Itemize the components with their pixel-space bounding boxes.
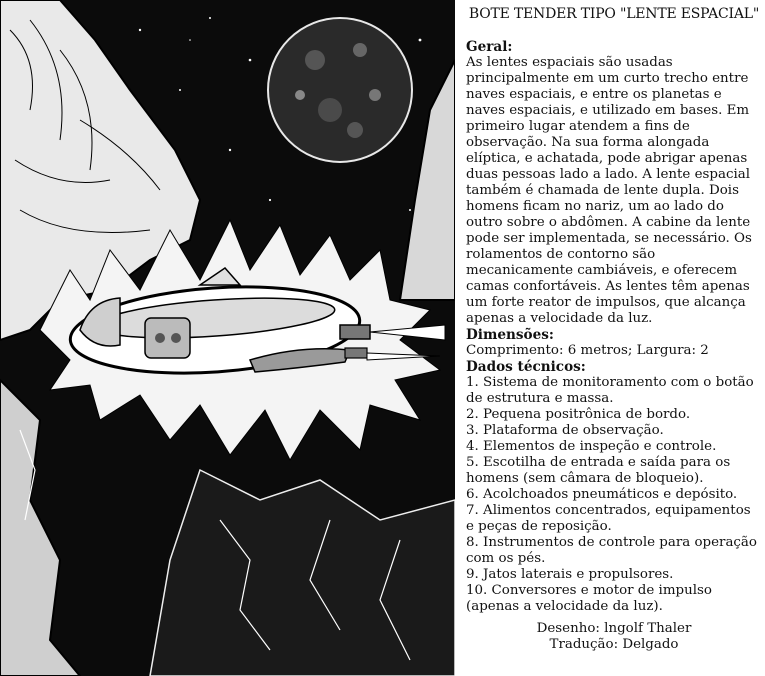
moon-planet <box>268 18 412 162</box>
list-item: 3. Plataforma de observação. <box>466 423 664 438</box>
drawing-credit: Desenho: lngolf Thaler <box>536 621 692 636</box>
list-item: 2. Pequena positrônica de bordo. <box>466 407 691 422</box>
list-item: 6. Acolchoados pneumáticos e depósito. <box>466 487 738 502</box>
list-item: 8. Instrumentos de controle para operação com os pés. <box>466 535 757 566</box>
list-item: 9. Jatos laterais e propulsores. <box>466 567 674 582</box>
dimensions-text: Comprimento: 6 metros; Largura: 2 <box>466 343 709 358</box>
dimensions-heading: Dimensões: <box>466 327 554 343</box>
list-item: 1. Sistema de monitoramento com o botão de estrutura e massa. <box>466 375 754 406</box>
general-heading: Geral: <box>466 39 513 55</box>
general-text: As lentes espaciais são usadas principalmente em um curto trecho entre naves espaciais, e entre os planetas e naves espaciais, e utilizado em bases. Em primeiro lugar atendem a fins de observação. Na sua forma alongada elíptica, e achatada, pode abrigar apenas duas pessoas lado a lado. A lente espacial também é chamada de lente dupla. Dois homens ficam no nariz, um ao lado do outro sobre o abdômen. A cabine da lente pode ser implementada, se necessário. Os rolamentos de contorno são mecanicamente cambiáveis, e oferecem camas confortáveis. As lentes têm apenas um forte reator de impulsos, que alcança apenas a velocidade da luz. <box>466 55 752 326</box>
translation-credit: Tradução: Delgado <box>549 637 679 652</box>
list-item: 5. Escotilha de entrada e saída para os homens (sem câmara de bloqueio). <box>466 455 731 486</box>
text-column <box>466 6 762 653</box>
credits <box>466 621 762 653</box>
technical-list <box>466 375 762 615</box>
technical-section <box>466 359 762 615</box>
general-section <box>466 39 762 327</box>
list-item: 7. Alimentos concentrados, equipamentos e peças de reposição. <box>466 503 751 534</box>
technical-heading: Dados técnicos: <box>466 359 586 375</box>
page-title: BOTE TENDER TIPO "LENTE ESPACIAL" <box>468 6 760 22</box>
list-item: 10. Conversores e motor de impulso (apenas a velocidade da luz). <box>466 583 712 614</box>
dimensions-section <box>466 327 762 359</box>
list-item: 4. Elementos de inspeção e controle. <box>466 439 717 454</box>
